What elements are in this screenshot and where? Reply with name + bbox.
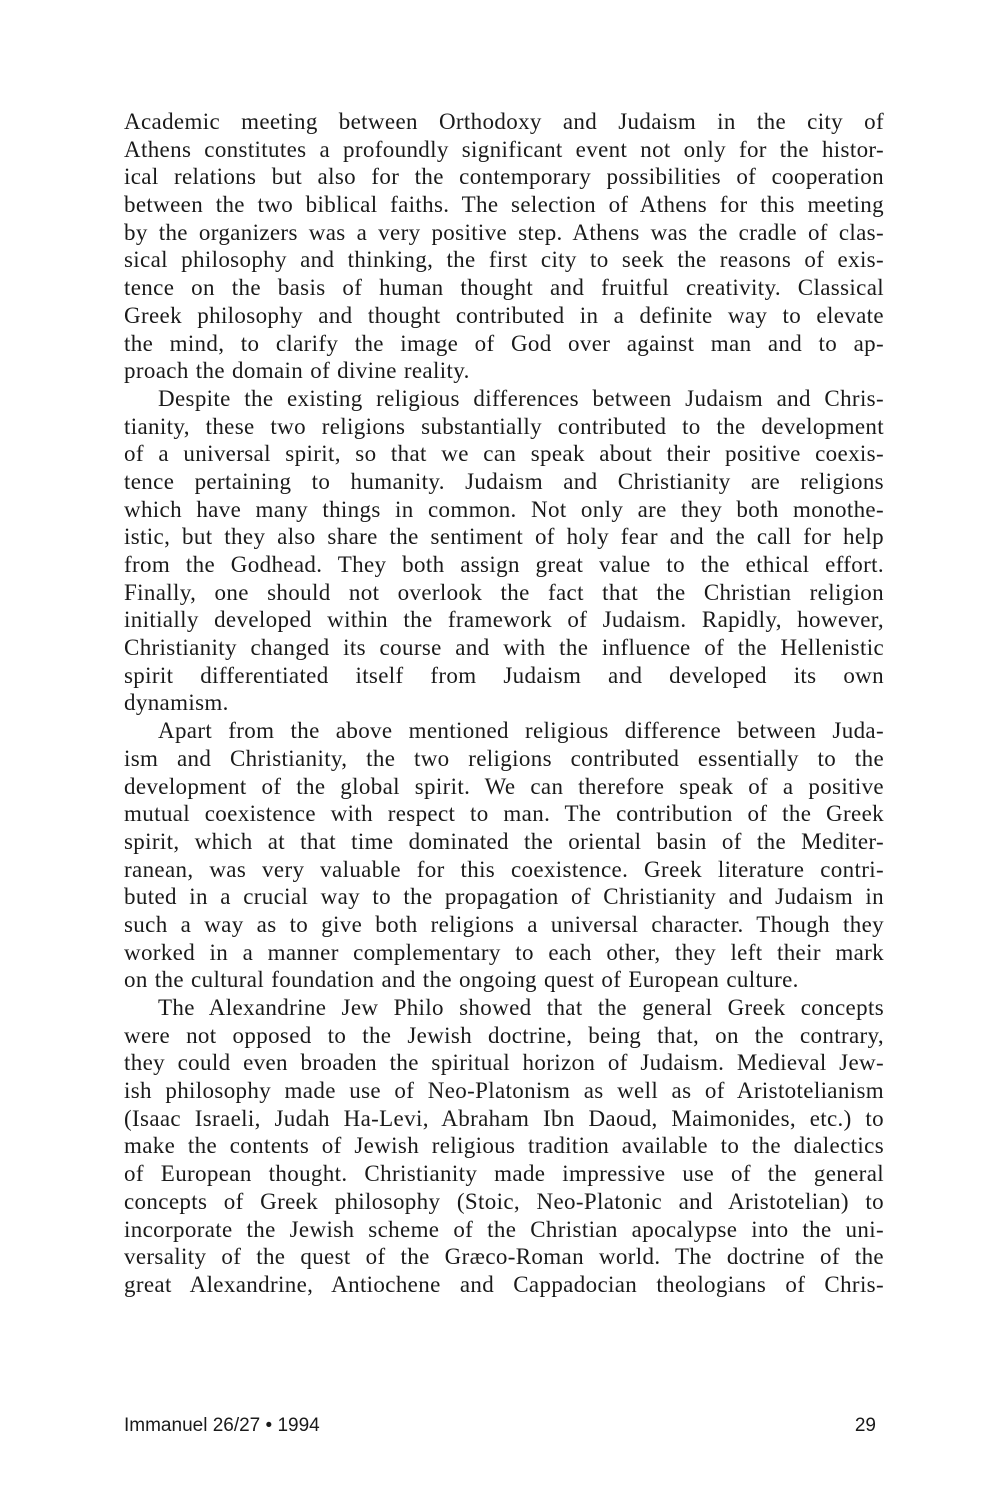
text-line: versality of the quest of the Græco-Roman world. The doctrine of the xyxy=(124,1244,884,1270)
text-line: proach the domain of divine reality. xyxy=(124,358,470,384)
text-line: such a way as to give both religions a universal character. Though they xyxy=(124,911,884,937)
text-line: which have many things in common. Not only are they both monothe- xyxy=(124,496,884,522)
text-line: Athens constitutes a profoundly significant event not only for the histor- xyxy=(124,136,884,162)
body-text xyxy=(124,108,884,1299)
text-line: Apart from the above mentioned religious difference between Juda- xyxy=(158,718,884,744)
text-line: between the two biblical faiths. The selection of Athens for this meeting xyxy=(124,192,884,218)
text-line: of a universal spirit, so that we can speak about their positive coexis- xyxy=(124,441,884,467)
text-line: dynamism. xyxy=(124,690,229,716)
text-line: ranean, was very valuable for this coexistence. Greek literature contri- xyxy=(124,856,884,882)
text-line: initially developed within the framework of Judaism. Rapidly, however, xyxy=(124,607,884,633)
text-line: on the cultural foundation and the ongoing quest of European culture. xyxy=(124,967,799,993)
paragraph xyxy=(124,108,884,385)
text-line: of European thought. Christianity made impressive use of the general xyxy=(124,1161,884,1187)
text-line: were not opposed to the Jewish doctrine, being that, on the contrary, xyxy=(124,1022,884,1048)
text-line: The Alexandrine Jew Philo showed that the general Greek concepts xyxy=(158,995,884,1020)
text-line: development of the global spirit. We can therefore speak of a positive xyxy=(124,773,884,799)
text-line: spirit differentiated itself from Judaism and developed its own xyxy=(124,662,884,688)
text-line: by the organizers was a very positive step. Athens was the cradle of clas- xyxy=(124,219,884,245)
text-line: Despite the existing religious differences between Judaism and Chris- xyxy=(158,385,884,411)
text-line: buted in a crucial way to the propagation of Christianity and Judaism in xyxy=(124,884,884,910)
text-line: from the Godhead. They both assign great value to the ethical effort. xyxy=(124,552,884,577)
paragraph xyxy=(124,717,884,994)
text-line: spirit, which at that time dominated the oriental basin of the Mediter- xyxy=(124,828,884,854)
text-line: tianity, these two religions substantially contributed to the development xyxy=(124,413,884,439)
text-line: concepts of Greek philosophy (Stoic, Neo-Platonic and Aristotelian) to xyxy=(124,1188,884,1214)
text-line: tence on the basis of human thought and fruitful creativity. Classical xyxy=(124,275,884,301)
text-line: Finally, one should not overlook the fact that the Christian religion xyxy=(124,579,884,605)
text-line: incorporate the Jewish scheme of the Christian apocalypse into the uni- xyxy=(124,1216,884,1242)
text-line: they could even broaden the spiritual horizon of Judaism. Medieval Jew- xyxy=(124,1050,884,1076)
text-line: Christianity changed its course and with the influence of the Hellenistic xyxy=(124,635,884,661)
text-line: ism and Christianity, the two religions contributed essentially to the xyxy=(124,745,884,771)
text-line: worked in a manner complementary to each other, they left their mark xyxy=(124,939,884,965)
paragraph xyxy=(124,385,884,717)
text-line: sical philosophy and thinking, the first city to seek the reasons of exis- xyxy=(124,247,884,273)
text-line: tence pertaining to humanity. Judaism and Christianity are religions xyxy=(124,468,884,494)
text-line: istic, but they also share the sentiment of holy fear and the call for help xyxy=(124,524,884,550)
text-line: Academic meeting between Orthodoxy and Judaism in the city of xyxy=(124,109,884,134)
text-line: mutual coexistence with respect to man. The contribution of the Greek xyxy=(124,801,884,827)
text-line: ish philosophy made use of Neo-Platonism as well as of Aristotelianism xyxy=(124,1078,884,1104)
text-line: ical relations but also for the contemporary possibilities of cooperation xyxy=(124,164,884,190)
text-line: great Alexandrine, Antiochene and Cappadocian theologians of Chris- xyxy=(124,1271,884,1297)
page-number: 29 xyxy=(854,1415,876,1436)
text-line: Greek philosophy and thought contributed in a definite way to elevate xyxy=(124,302,884,328)
journal-citation: Immanuel 26/27 • 1994 xyxy=(124,1415,320,1436)
paragraph xyxy=(124,994,884,1299)
text-line: the mind, to clarify the image of God over against man and to ap- xyxy=(124,330,884,356)
text-line: make the contents of Jewish religious tradition available to the dialectics xyxy=(124,1133,884,1159)
text-line: (Isaac Israeli, Judah Ha-Levi, Abraham Ibn Daoud, Maimonides, etc.) to xyxy=(124,1105,884,1131)
